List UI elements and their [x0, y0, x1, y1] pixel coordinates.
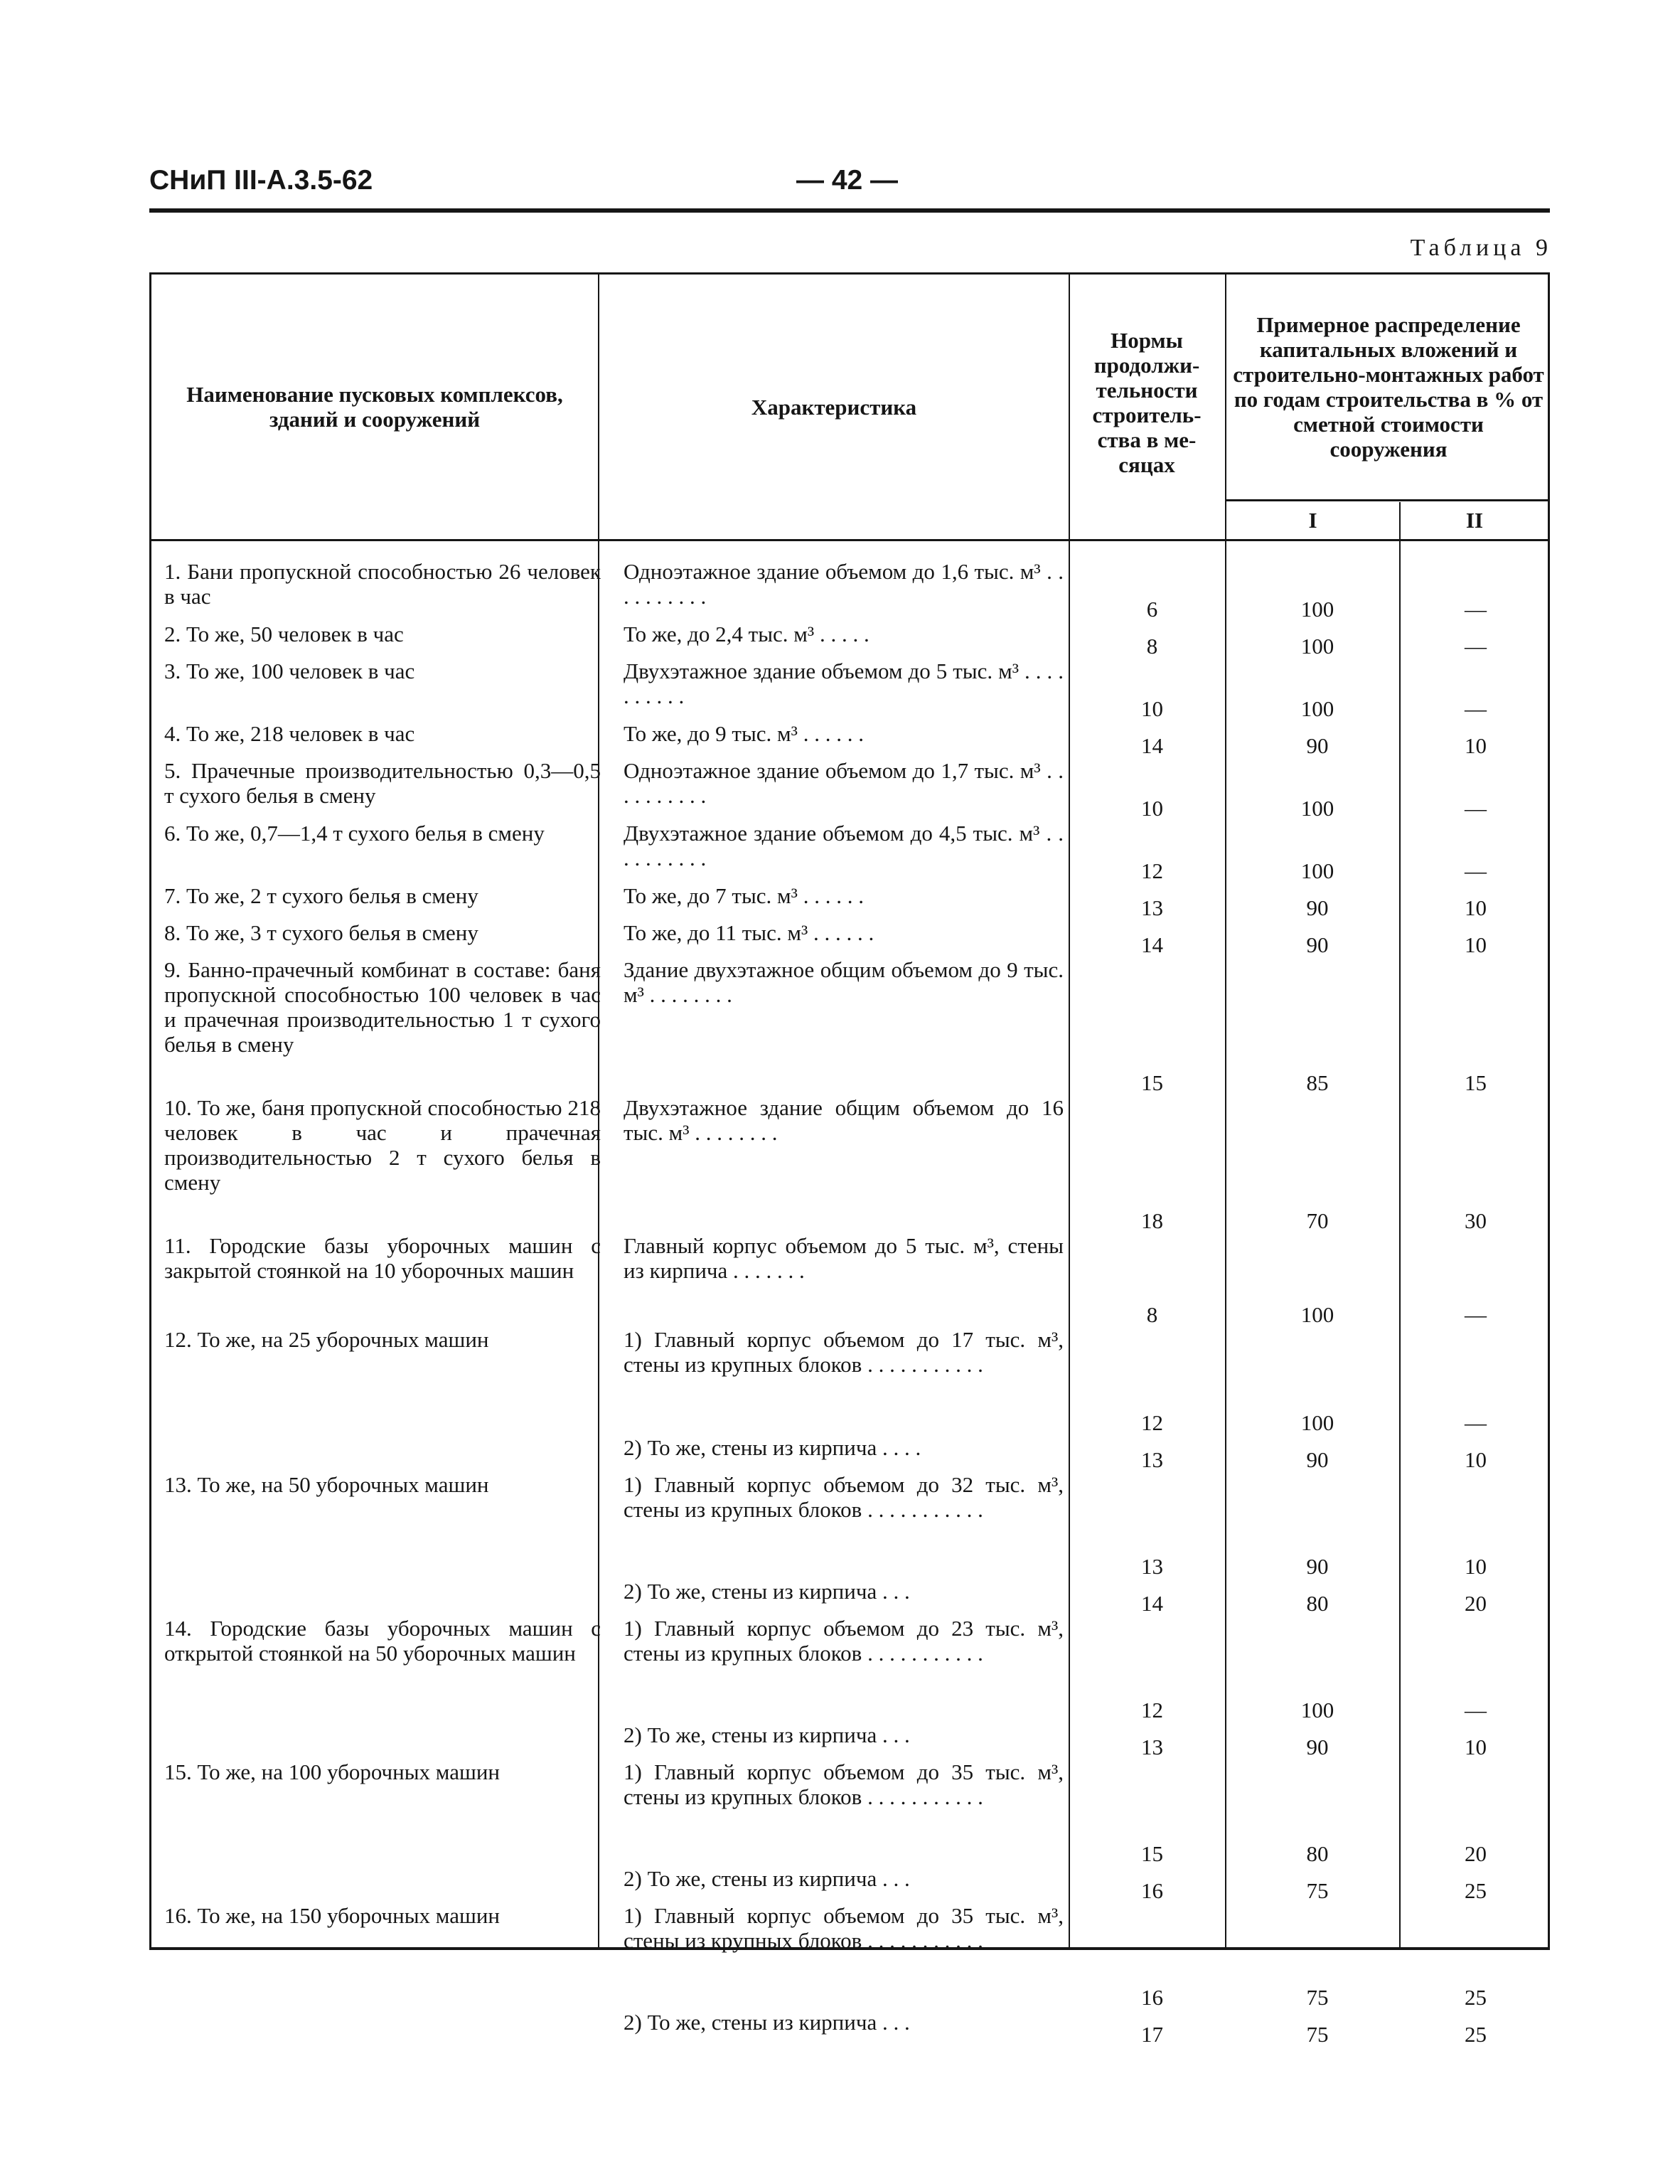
cell-year-1: 75	[1306, 1985, 1329, 2010]
table-row	[151, 622, 1552, 659]
cell-year-2: 25	[1465, 1878, 1487, 1903]
cell-name: 8. То же, 3 т сухого белья в смену	[164, 920, 478, 945]
header-rule	[149, 208, 1550, 213]
cell-characteristic: Главный корпус объемом до 5 тыс. м³, стены из кирпича . . . . . . .	[624, 1233, 1064, 1283]
table-row	[151, 1435, 1552, 1472]
col-header-duration: Нормы продолжительности строительства в месяцах	[1092, 328, 1202, 477]
table-row	[151, 659, 1552, 721]
cell-duration: 16	[1141, 1985, 1163, 2010]
table-row	[151, 1233, 1552, 1327]
cell-year-2: 10	[1465, 895, 1487, 920]
cell-characteristic: 1) Главный корпус объемом до 35 тыс. м³, стены из крупных блоков . . . . . . . . . . .	[624, 1903, 1064, 1953]
cell-name: 5. Прачечные производительностью 0,3—0,5 т сухого белья в смену	[164, 758, 601, 808]
cell-year-2: —	[1465, 1410, 1487, 1435]
cell-duration: 13	[1141, 895, 1163, 920]
cell-year-2: —	[1465, 1698, 1487, 1722]
cell-name: 16. То же, на 150 уборочных машин	[164, 1903, 501, 1928]
cell-year-2: 10	[1465, 932, 1487, 957]
cell-characteristic: 2) То же, стены из кирпича . . .	[624, 1579, 910, 1604]
cell-characteristic: 2) То же, стены из кирпича . . .	[624, 1866, 910, 1891]
table-row	[151, 559, 1552, 622]
cell-name	[151, 1866, 606, 1903]
cell-year-1: 90	[1306, 1554, 1329, 1579]
cell-duration: 12	[1141, 1410, 1163, 1435]
cell-year-2: 10	[1465, 1735, 1487, 1759]
cell-name	[151, 2010, 606, 2047]
cell-name	[151, 1722, 606, 1759]
table-row	[151, 1095, 1552, 1233]
cell-duration: 10	[1141, 796, 1163, 821]
table-row	[151, 920, 1552, 957]
cell-duration: 14	[1141, 733, 1163, 758]
col-header-distribution: Примерное распределение капитальных вложений и строительно-монтажных работ по годам строительства в % от сметной стоимости сооружения	[1233, 312, 1544, 462]
page-header	[149, 165, 1550, 199]
page-number: — 42 —	[796, 165, 899, 196]
cell-duration: 16	[1141, 1878, 1163, 1903]
cell-duration: 12	[1141, 858, 1163, 883]
cell-characteristic: Двухэтажное здание общим объемом до 16 тыс. м³ . . . . . . . .	[624, 1095, 1064, 1145]
table-body	[151, 559, 1552, 2047]
cell-year-2: —	[1465, 696, 1487, 721]
cell-year-2: 30	[1465, 1208, 1487, 1233]
cell-year-2: —	[1465, 858, 1487, 883]
table-row	[151, 1472, 1552, 1579]
cell-duration: 6	[1146, 597, 1158, 622]
cell-year-1: 100	[1300, 1410, 1334, 1435]
cell-year-1: 100	[1300, 796, 1334, 821]
cell-year-1: 70	[1306, 1208, 1329, 1233]
table-row	[151, 1579, 1552, 1616]
cell-duration: 15	[1141, 1841, 1163, 1866]
cell-name: 10. То же, баня пропускной способностью 218 человек в час и прачечная производительностью 2 т сухого белья в смену	[164, 1095, 601, 1195]
cell-year-2: 25	[1465, 1985, 1487, 2010]
header-bottom-rule	[151, 539, 1548, 541]
cell-duration: 10	[1141, 696, 1163, 721]
table-row	[151, 1722, 1552, 1759]
cell-characteristic: 1) Главный корпус объемом до 23 тыс. м³, стены из крупных блоков . . . . . . . . . . .	[624, 1616, 1064, 1666]
table-row	[151, 1866, 1552, 1903]
cell-year-1: 100	[1300, 597, 1334, 622]
cell-characteristic: Двухэтажное здание объемом до 4,5 тыс. м³ . . . . . . . . . .	[624, 821, 1064, 870]
col-header-year-1: I	[1308, 507, 1317, 533]
cell-year-2: 15	[1465, 1070, 1487, 1095]
cell-year-1: 90	[1306, 733, 1329, 758]
cell-year-2: 25	[1465, 2022, 1487, 2047]
cell-year-1: 100	[1300, 696, 1334, 721]
cell-characteristic: То же, до 7 тыс. м³ . . . . . .	[624, 883, 864, 908]
cell-name: 2. То же, 50 человек в час	[164, 622, 404, 646]
col-header-characteristic: Характеристика	[751, 394, 917, 420]
data-table	[149, 275, 1550, 2047]
col-header-year-2: II	[1465, 507, 1484, 533]
table-row	[151, 2010, 1552, 2047]
cell-name: 12. То же, на 25 уборочных машин	[164, 1327, 489, 1352]
cell-year-2: —	[1465, 634, 1487, 659]
cell-duration: 13	[1141, 1447, 1163, 1472]
cell-year-1: 90	[1306, 1735, 1329, 1759]
cell-duration: 18	[1141, 1208, 1163, 1233]
table-row	[151, 1616, 1552, 1722]
cell-duration: 13	[1141, 1554, 1163, 1579]
cell-characteristic: То же, до 11 тыс. м³ . . . . . .	[624, 920, 874, 945]
cell-characteristic: То же, до 9 тыс. м³ . . . . . .	[624, 721, 864, 746]
cell-duration: 13	[1141, 1735, 1163, 1759]
cell-duration: 15	[1141, 1070, 1163, 1095]
cell-year-2: 20	[1465, 1591, 1487, 1616]
table-caption: Таблица 9	[1410, 235, 1552, 261]
cell-name: 7. То же, 2 т сухого белья в смену	[164, 883, 478, 908]
cell-year-1: 90	[1306, 895, 1329, 920]
cell-year-1: 100	[1300, 858, 1334, 883]
cell-characteristic: 1) Главный корпус объемом до 17 тыс. м³, стены из крупных блоков . . . . . . . . . . .	[624, 1327, 1064, 1377]
cell-year-1: 75	[1306, 1878, 1329, 1903]
cell-duration: 14	[1141, 1591, 1163, 1616]
cell-year-2: 10	[1465, 733, 1487, 758]
cell-name: 3. То же, 100 человек в час	[164, 659, 415, 683]
cell-year-1: 85	[1306, 1070, 1329, 1095]
cell-characteristic: То же, до 2,4 тыс. м³ . . . . .	[624, 622, 870, 646]
cell-name	[151, 1435, 606, 1472]
cell-name: 14. Городские базы уборочных машин с открытой стоянкой на 50 уборочных машин	[164, 1616, 601, 1666]
cell-year-1: 80	[1306, 1591, 1329, 1616]
cell-duration: 8	[1146, 1302, 1158, 1327]
cell-characteristic: Здание двухэтажное общим объемом до 9 тыс. м³ . . . . . . . .	[624, 957, 1064, 1007]
cell-duration: 14	[1141, 932, 1163, 957]
cell-year-1: 100	[1300, 1302, 1334, 1327]
cell-year-2: —	[1465, 1302, 1487, 1327]
cell-name: 1. Бани пропускной способностью 26 человек в час	[164, 559, 601, 609]
cell-name: 4. То же, 218 человек в час	[164, 721, 415, 746]
cell-year-2: 10	[1465, 1554, 1487, 1579]
table-row	[151, 1327, 1552, 1435]
cell-name: 15. То же, на 100 уборочных машин	[164, 1759, 501, 1784]
cell-name: 13. То же, на 50 уборочных машин	[164, 1472, 489, 1497]
cell-year-2: —	[1465, 796, 1487, 821]
cell-characteristic: 1) Главный корпус объемом до 32 тыс. м³, стены из крупных блоков . . . . . . . . . . .	[624, 1472, 1064, 1522]
cell-duration: 12	[1141, 1698, 1163, 1722]
cell-year-2: —	[1465, 597, 1487, 622]
cell-characteristic: Одноэтажное здание объемом до 1,7 тыс. м³ . . . . . . . . . .	[624, 758, 1064, 808]
cell-year-1: 100	[1300, 1698, 1334, 1722]
table-row	[151, 883, 1552, 920]
cell-duration: 8	[1146, 634, 1158, 659]
table-row	[151, 957, 1552, 1095]
cell-year-1: 75	[1306, 2022, 1329, 2047]
cell-name: 9. Банно-прачечный комбинат в составе: баня пропускной способностью 100 человек в час и прачечная производительностью 1 т сухого белья в смену	[164, 957, 601, 1057]
cell-characteristic: 2) То же, стены из кирпича . . .	[624, 1722, 910, 1747]
cell-characteristic: Одноэтажное здание объемом до 1,6 тыс. м³ . . . . . . . . . .	[624, 559, 1064, 609]
cell-year-1: 90	[1306, 932, 1329, 957]
table-row	[151, 758, 1552, 821]
cell-name	[151, 1579, 606, 1616]
table-row	[151, 1759, 1552, 1866]
cell-name: 6. То же, 0,7—1,4 т сухого белья в смену	[164, 821, 545, 846]
table-row	[151, 721, 1552, 758]
cell-year-1: 80	[1306, 1841, 1329, 1866]
col-header-name: Наименование пусковых комплексов, зданий и сооружений	[186, 382, 563, 432]
cell-characteristic: 2) То же, стены из кирпича . . .	[624, 2010, 910, 2035]
cell-year-2: 10	[1465, 1447, 1487, 1472]
cell-duration: 17	[1141, 2022, 1163, 2047]
cell-characteristic: 1) Главный корпус объемом до 35 тыс. м³, стены из крупных блоков . . . . . . . . . . .	[624, 1759, 1064, 1809]
table-row	[151, 1903, 1552, 2010]
document-code: СНиП III-А.3.5-62	[149, 165, 373, 196]
cell-characteristic: 2) То же, стены из кирпича . . . .	[624, 1435, 921, 1460]
cell-year-2: 20	[1465, 1841, 1487, 1866]
cell-year-1: 100	[1300, 634, 1334, 659]
cell-characteristic: Двухэтажное здание объемом до 5 тыс. м³ . . . . . . . . . .	[624, 659, 1064, 708]
cell-name: 11. Городские базы уборочных машин с закрытой стоянкой на 10 уборочных машин	[164, 1233, 601, 1283]
cell-year-1: 90	[1306, 1447, 1329, 1472]
table-row	[151, 821, 1552, 883]
